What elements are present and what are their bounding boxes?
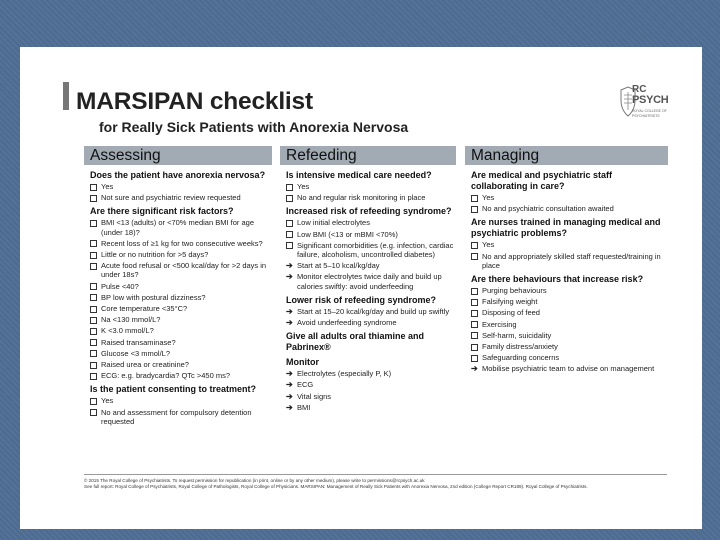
list-item [471,297,668,306]
checklist-items [90,218,272,380]
list-item [286,230,456,239]
list-item [471,252,668,270]
item-text: Yes [297,182,310,191]
item-text: Low BMI (<13 or mBMI <70%) [297,229,398,239]
checkbox[interactable] [471,193,478,204]
column-managing [465,146,668,376]
list-item [286,318,456,327]
section-question: Is the patient consenting to treatment? [90,384,257,395]
list-item [90,408,272,426]
checklist-items [90,182,272,202]
column-heading: Refeeding [280,146,456,165]
column-body [465,165,668,374]
item-text: Yes [101,182,114,191]
list-item [286,261,456,270]
list-item [471,331,668,340]
item-text: Yes [101,396,114,406]
footer-reference: See full report: Royal College of Psychiatrists, Royal College of Pathologists, Royal College of Physicians. MARSIPAN: Management of Really Sick Patients with Anorexia Nervosa, 2nd edition (College Report CR189). Royal College of Psychiatrists. [84,484,588,490]
arrow-right-icon: ➔ [286,318,293,328]
footer-copyright: © 2015 The Royal College of Psychiatrists. To request permission for republication (in print, online or by any other medium), please write to permissions@rcpsych.ac.uk [84,478,425,483]
arrow-right-icon: ➔ [286,261,293,271]
column-refeeding [280,146,456,414]
arrow-right-icon: ➔ [471,364,478,374]
list-item [471,204,668,213]
list-item [286,241,456,259]
checkbox[interactable] [90,371,97,382]
list-item [90,304,272,313]
list-item [90,338,272,347]
item-text: No and appropriately skilled staff requested/training in place [482,251,661,270]
list-item [471,342,668,351]
checkbox[interactable] [90,182,97,193]
checkbox[interactable] [90,360,97,371]
checkbox[interactable] [90,304,97,315]
arrow-right-icon: ➔ [286,391,293,401]
checkbox[interactable] [471,252,478,263]
checkbox[interactable] [286,241,293,252]
list-item [90,293,272,302]
checkbox[interactable] [90,193,97,204]
item-text: No and assessment for compulsory detention requested [101,407,252,426]
item-text: BP low with postural dizziness? [101,292,206,302]
section-question: Are there significant risk factors? [90,206,234,217]
item-text: ECG [297,380,314,390]
page-subtitle: for Really Sick Patients with Anorexia Nervosa [99,119,409,135]
arrow-right-icon: ➔ [286,272,293,282]
item-text: Family distress/anxiety [482,342,558,352]
item-text: Vital signs [297,391,332,401]
arrow-right-icon: ➔ [286,402,293,412]
list-item [90,326,272,335]
list-item [471,286,668,295]
list-item [471,364,668,373]
column-heading: Managing [465,146,668,165]
arrow-right-icon: ➔ [286,380,293,390]
item-text: Electrolytes (especially P, K) [297,369,392,379]
list-item [90,218,272,236]
checkbox[interactable] [90,326,97,337]
checkbox[interactable] [286,182,293,193]
item-text: Falsifying weight [482,297,538,307]
checkbox[interactable] [471,297,478,308]
list-item [90,239,272,248]
item-text: Safeguarding concerns [482,353,560,363]
arrow-right-icon: ➔ [286,369,293,379]
checkbox[interactable] [90,349,97,360]
item-text: Significant comorbidities (e.g. infection, cardiac failure, alcoholism, uncontrolled diabetes) [297,240,454,260]
item-text: Yes [482,193,495,202]
list-item [90,360,272,369]
item-text: Little or no nutrition for >5 days? [101,250,209,260]
checkbox[interactable] [471,353,478,364]
title-accent-bar [63,82,69,110]
item-text: K <3.0 mmol/L? [101,326,154,336]
list-item [286,193,456,202]
checkbox[interactable] [90,396,97,407]
section-question: Does the patient have anorexia nervosa? [90,170,266,180]
item-text: Acute food refusal or <500 kcal/day for >2 days in under 18s? [101,261,267,280]
item-text: Monitor electrolytes twice daily and build up calories swiftly: avoid underfeeding [297,272,442,291]
item-text: BMI <13 (adults) or <70% median BMI for age (under 18)? [101,218,254,237]
item-text: ECG: e.g. bradycardia? QTc >450 ms? [101,371,231,381]
checkbox[interactable] [471,286,478,297]
checkbox[interactable] [471,240,478,251]
footer [84,478,668,490]
item-text: Recent loss of ≥1 kg for two consecutive weeks? [101,238,263,248]
item-text: BMI [297,402,311,412]
item-text: Purging behaviours [482,286,547,296]
checklist-items [90,396,272,426]
checkbox[interactable] [90,250,97,261]
list-item [471,308,668,317]
checklist-items [286,369,456,412]
item-text: Glucose <3 mmol/L? [101,348,170,358]
checkbox[interactable] [471,331,478,342]
checkbox[interactable] [90,408,97,419]
list-item [90,261,272,279]
list-item [286,182,456,191]
item-text: Low initial electrolytes [297,218,370,228]
list-item [90,396,272,405]
section-question: Are medical and psychiatric staff collaborating in care? [471,170,613,191]
checklist-items [471,193,668,213]
item-text: Not sure and psychiatric review requested [101,193,241,203]
section-question: Are nurses trained in managing medical and psychiatric problems? [471,217,661,239]
checklist-items [286,182,456,202]
checklist-items [471,286,668,374]
checklist-items [471,240,668,270]
checklist-items [286,218,456,290]
list-item [90,282,272,291]
checkbox[interactable] [286,218,293,229]
list-item [471,353,668,362]
rcpsych-logo [618,82,668,124]
item-text: Avoid underfeeding syndrome [297,318,397,328]
section-question: Give all adults oral thiamine and Pabrinex® [286,331,425,353]
column-heading: Assessing [84,146,272,165]
list-item [90,315,272,324]
item-text: Start at 15–20 kcal/kg/day and build up swiftly [297,306,450,316]
page-title: MARSIPAN checklist [76,88,313,115]
list-item [471,240,668,249]
section-question: Is intensive medical care needed? [286,170,432,180]
item-text: Mobilise psychiatric team to advise on management [482,364,655,374]
checkbox[interactable] [286,230,293,241]
checkbox[interactable] [90,282,97,293]
footer-divider [84,474,667,475]
checkbox[interactable] [90,239,97,250]
checkbox[interactable] [471,204,478,215]
list-item [286,380,456,389]
list-item [90,182,272,191]
section-question: Are there behaviours that increase risk? [471,274,644,285]
checklist-items [286,307,456,327]
list-item [286,403,456,412]
list-item [90,193,272,202]
list-item [90,349,272,358]
arrow-right-icon: ➔ [286,306,293,316]
checkbox[interactable] [90,293,97,304]
list-item [90,371,272,380]
list-item [471,193,668,202]
item-text: Core temperature <35°C? [101,304,188,314]
checkbox[interactable] [286,193,293,204]
checkbox[interactable] [90,315,97,326]
item-text: Exercising [482,319,517,329]
item-text: Raised urea or creatinine? [101,360,189,370]
logo-psych-text: PSYCH [632,94,669,106]
section-question: Lower risk of refeeding syndrome? [286,294,437,305]
logo-small-text: ROYAL COLLEGE OF PSYCHIATRISTS [632,109,667,118]
item-text: No and psychiatric consultation awaited [482,204,614,214]
item-text: Yes [482,240,495,250]
column-body [84,165,272,426]
checkbox[interactable] [90,218,97,229]
checkbox[interactable] [471,342,478,353]
item-text: Start at 5–10 kcal/kg/day [297,261,380,271]
column-assessing [84,146,272,428]
checkbox[interactable] [471,308,478,319]
item-text: Self-harm, suicidality [482,330,552,340]
item-text: Disposing of feed [482,308,540,318]
logo-rc-text: RC [632,84,647,95]
list-item [90,250,272,259]
list-item [286,369,456,378]
column-body [280,165,456,412]
checkbox[interactable] [471,320,478,331]
section-question: Increased risk of refeeding syndrome? [286,206,452,217]
list-item [286,272,456,290]
item-text: No and regular risk monitoring in place [297,193,426,203]
checkbox[interactable] [90,338,97,349]
list-item [286,392,456,401]
section-question: Monitor [286,357,319,368]
checkbox[interactable] [90,261,97,272]
item-text: Pulse <40? [101,281,139,291]
list-item [286,307,456,316]
item-text: Na <130 mmol/L? [101,315,161,325]
list-item [286,218,456,227]
item-text: Raised transaminase? [101,337,176,347]
list-item [471,320,668,329]
